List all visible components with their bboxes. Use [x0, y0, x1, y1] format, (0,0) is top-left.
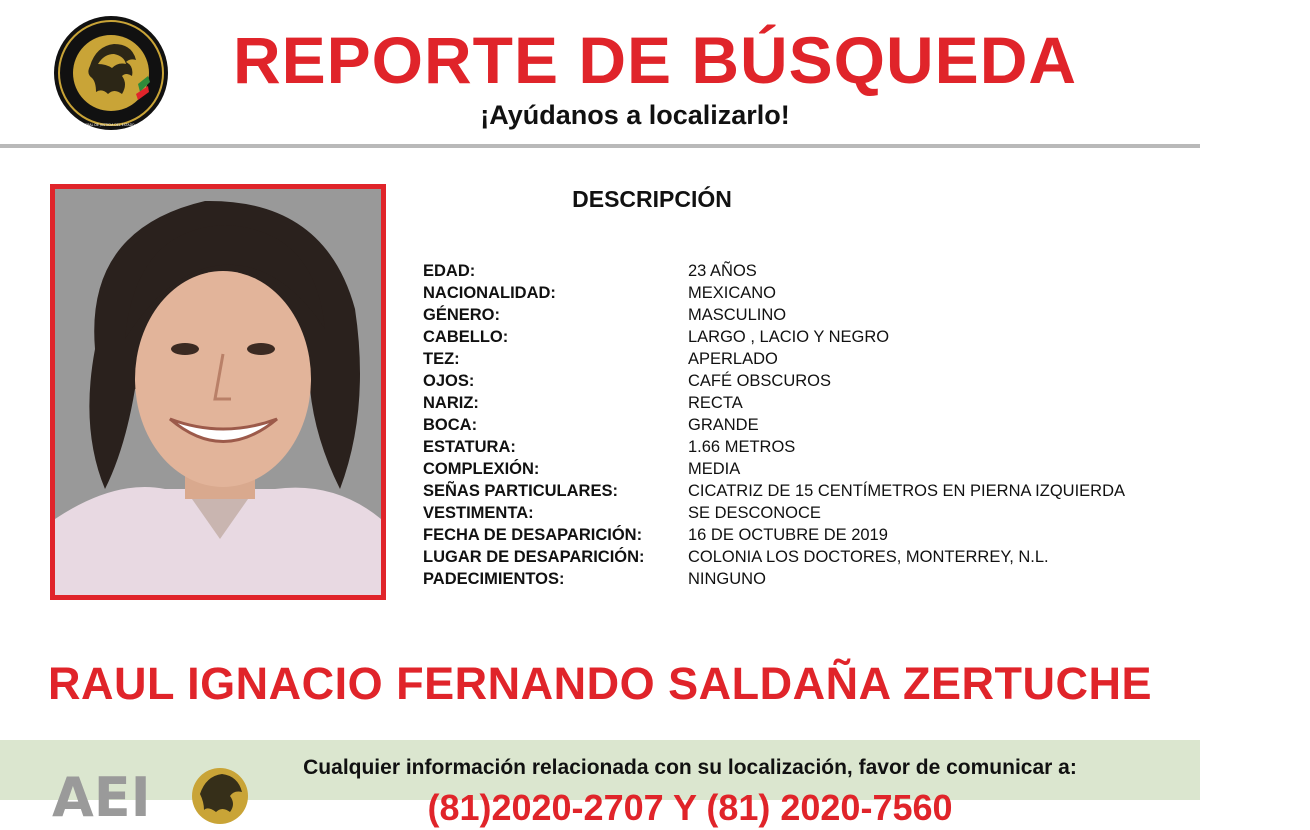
field-value: APERLADO: [688, 350, 778, 368]
contact-footer: [0, 740, 1200, 829]
person-photo: [50, 184, 386, 600]
field-value: GRANDE: [688, 416, 759, 434]
field-cabello: [423, 326, 1193, 348]
field-padecimientos: [423, 568, 1193, 590]
field-label: TEZ:: [423, 350, 460, 368]
field-tez: [423, 348, 1193, 370]
field-value: 1.66 METROS: [688, 438, 796, 456]
field-estatura: [423, 436, 1193, 458]
description-list: [423, 260, 1193, 590]
field-value: 16 DE OCTUBRE DE 2019: [688, 526, 888, 544]
field-edad: [423, 260, 1193, 282]
field-value: CAFÉ OBSCUROS: [688, 372, 832, 390]
header-divider: [0, 144, 1200, 148]
field-nacionalidad: [423, 282, 1193, 304]
field-label: GÉNERO:: [423, 306, 501, 324]
field-label: ESTATURA:: [423, 438, 516, 456]
contact-instructions: Cualquier información relacionada con su localización, favor de comunicar a:: [303, 756, 1077, 779]
portrait-image: [55, 189, 381, 595]
field-value: CICATRIZ DE 15 CENTÍMETROS EN PIERNA IZQUIERDA: [688, 482, 1126, 500]
field-ojos: [423, 370, 1193, 392]
field-fecha-desaparicion: [423, 524, 1193, 546]
field-value: MEDIA: [688, 460, 741, 478]
field-label: SEÑAS PARTICULARES:: [423, 482, 618, 500]
field-value: RECTA: [688, 394, 743, 412]
field-value: MASCULINO: [688, 306, 787, 324]
field-nariz: [423, 392, 1193, 414]
field-label: LUGAR DE DESAPARICIÓN:: [423, 548, 645, 566]
field-vestimenta: [423, 502, 1193, 524]
seal-text: FISCALÍA GENERAL DE JUSTICIA DEL ESTADO · NUEVO LEÓN: [63, 123, 159, 127]
field-value: NINGUNO: [688, 570, 766, 588]
page-title: REPORTE DE BÚSQUEDA: [232, 23, 1078, 97]
field-value: MEXICANO: [688, 284, 777, 302]
aei-logo-text: AEI: [52, 766, 151, 829]
field-label: NARIZ:: [423, 394, 479, 412]
field-label: COMPLEXIÓN:: [423, 460, 540, 478]
field-label: PADECIMIENTOS:: [423, 570, 565, 588]
field-senas-particulares: [423, 480, 1193, 502]
aei-lion-logo-icon: [48, 760, 258, 829]
field-lugar-desaparicion: [423, 546, 1193, 568]
field-boca: [423, 414, 1193, 436]
field-value: SE DESCONOCE: [688, 504, 821, 522]
field-label: FECHA DE DESAPARICIÓN:: [423, 526, 643, 544]
field-label: EDAD:: [423, 262, 476, 280]
field-value: LARGO , LACIO Y NEGRO: [688, 328, 890, 346]
field-label: OJOS:: [423, 372, 475, 390]
field-complexion: [423, 458, 1193, 480]
contact-phone-numbers[interactable]: (81)2020-2707 Y (81) 2020-7560: [427, 787, 953, 828]
field-label: BOCA:: [423, 416, 478, 434]
field-label: CABELLO:: [423, 328, 509, 346]
field-label: VESTIMENTA:: [423, 504, 534, 522]
field-value: 23 AÑOS: [688, 262, 757, 280]
field-genero: [423, 304, 1193, 326]
page-subtitle: ¡Ayúdanos a localizarlo!: [480, 100, 790, 130]
field-value: COLONIA LOS DOCTORES, MONTERREY, N.L.: [688, 548, 1049, 566]
missing-person-name: RAUL IGNACIO FERNANDO SALDAÑA ZERTUCHE: [48, 658, 1152, 709]
description-heading: DESCRIPCIÓN: [572, 186, 732, 212]
field-label: NACIONALIDAD:: [423, 284, 556, 302]
